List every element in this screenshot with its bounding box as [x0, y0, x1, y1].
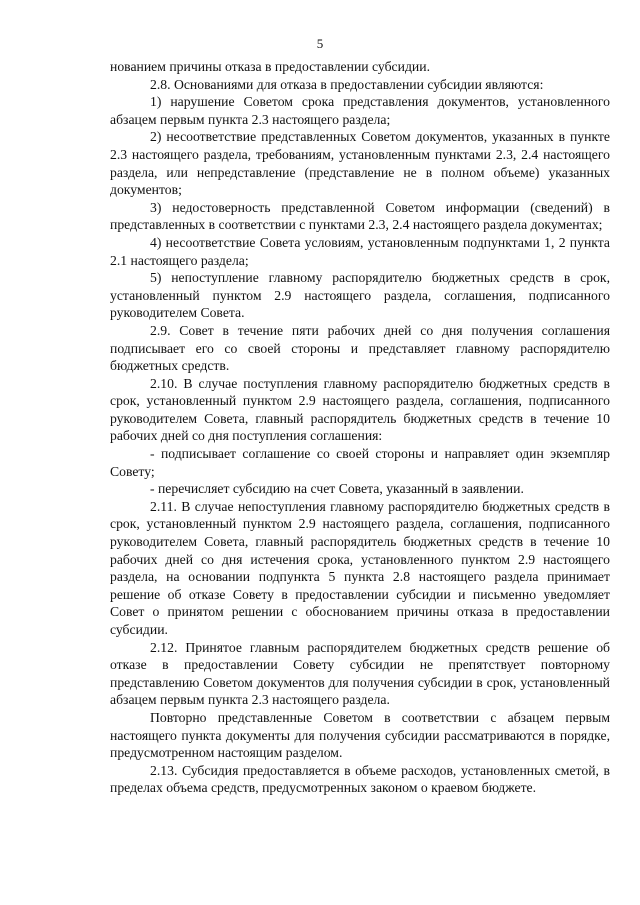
dash-item-transfer: - перечисляет субсидию на счет Совета, указанный в заявлении.: [150, 481, 524, 497]
paragraph-2-12-repeat: Повторно представленные Советом в соответствии с абзацем первым настоящего пункта документы для получения субсидии рассматриваются в порядке, предусмотренном настоящим разделом.: [110, 709, 610, 761]
paragraph-2-11: 2.11. В случае непоступления главному распорядителю бюджетных средств в срок, установленный пунктом 2.9 настоящего раздела, соглашения, подписанного руководителем Совета, главный распорядитель бюджетных средств в течение 10 рабочих дней со дня истечения срока, установленного пунктом 2.9 настоящего раздела, на основании подпункта 5 пункта 2.8 настоящего раздела принимает решение об отказе Совету в предоставлении субсидии и письменно уведомляет Совет о принятом решении с обоснованием причины отказа в предоставлении субсидии.: [110, 498, 610, 637]
paragraph-2-12: 2.12. Принятое главным распорядителем бюджетных средств решение об отказе в предоставлении Совету субсидии не препятствует повторному представлению Советом документов для получения субсидии в срок, установленный абзацем первым пункта 2.3 настоящего раздела.: [110, 639, 610, 708]
list-item-4: 4) несоответствие Совета условиям, установленным подпунктами 1, 2 пункта 2.1 настоящего раздела;: [110, 234, 610, 268]
paragraph-2-8: 2.8. Основаниями для отказа в предоставлении субсидии являются:: [150, 76, 544, 92]
page-number: 5: [316, 36, 324, 51]
list-item-5: 5) непоступление главному распорядителю бюджетных средств в срок, установленный пунктом 2.9 настоящего раздела, соглашения, подписанного руководителем Совета.: [110, 270, 610, 321]
paragraph-2-13: 2.13. Субсидия предоставляется в объеме расходов, установленных сметой, в пределах объема средств, предусмотренных законом о краевом бюджете.: [110, 762, 610, 796]
list-item-2: 2) несоответствие представленных Советом документов, указанных в пункте 2.3 настоящего раздела, требованиям, установленным пунктами 2.3, 2.4 настоящего раздела, или непредставление (представление не в полном объеме) указанных документов;: [110, 129, 610, 198]
list-item-3: 3) недостоверность представленной Советом информации (сведений) в представленных в соответствии с пунктами 2.3, 2.4 настоящего раздела документах;: [110, 199, 610, 233]
paragraph-2-10: 2.10. В случае поступления главному распорядителю бюджетных средств в срок, установленный пунктом 2.9 настоящего раздела, соглашения, подписанного руководителем Совета, главный распорядитель бюджетных средств в течение 10 рабочих дней со дня поступления соглашения:: [110, 375, 610, 444]
dash-item-sign: - подписывает соглашение со своей стороны и направляет один экземпляр Совету;: [110, 446, 610, 479]
paragraph-continuation: нованием причины отказа в предоставлении субсидии.: [110, 59, 430, 74]
list-item-1: 1) нарушение Советом срока представления документов, установленного абзацем первым пункта 2.3 настоящего раздела;: [110, 94, 610, 127]
document-body: [110, 58, 610, 797]
paragraph-2-9: 2.9. Совет в течение пяти рабочих дней со дня получения соглашения подписывает его со своей стороны и представляет главному распорядителю бюджетных средств.: [110, 322, 610, 374]
